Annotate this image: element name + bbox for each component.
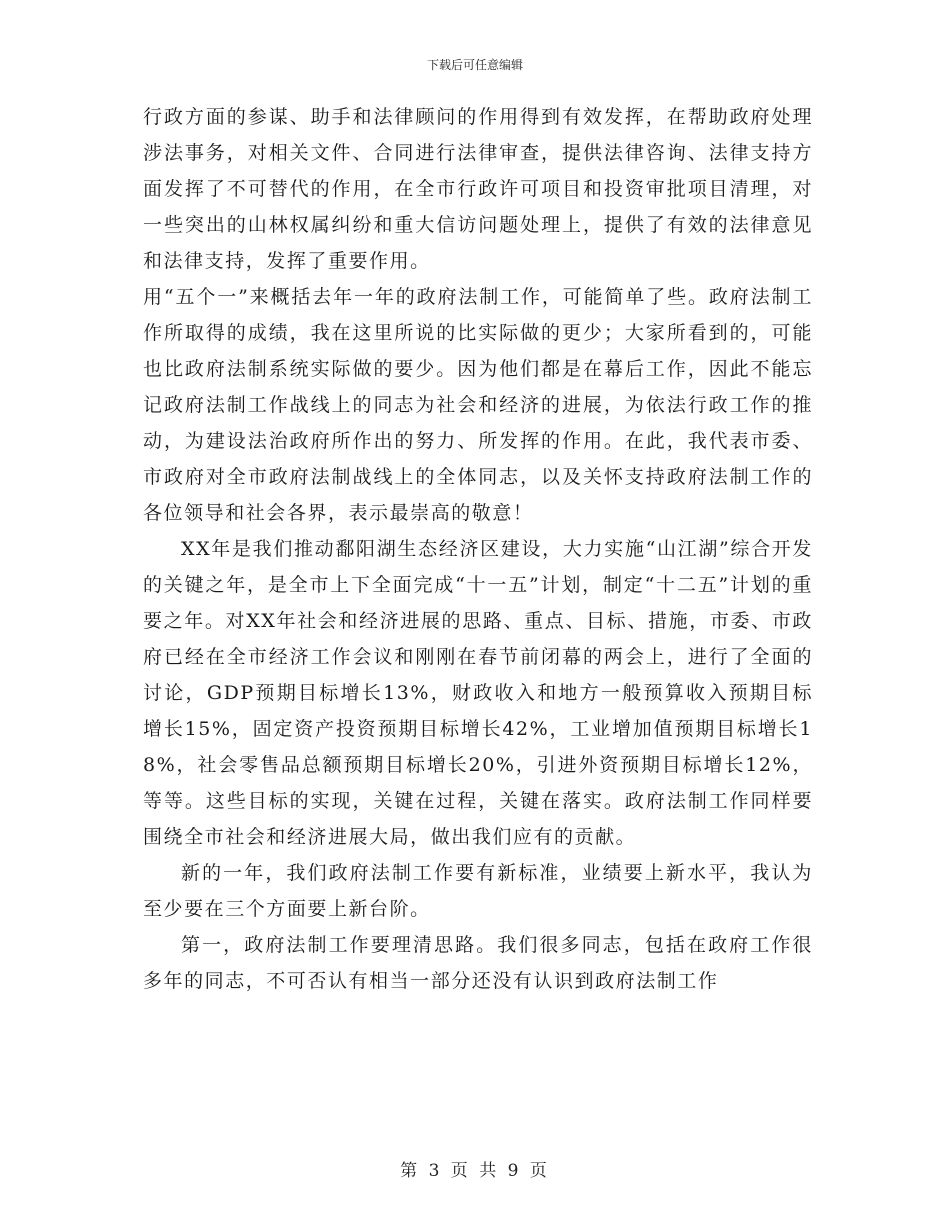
document-body — [143, 99, 813, 999]
page-header-note: 下载后可任意编辑 — [426, 58, 523, 72]
paragraph-continued-role: 行政方面的参谋、助手和法律顾问的作用得到有效发挥，在帮助政府处理涉法事务，对相关文件、合同进行法律审查，提供法律咨询、法律支持方面发挥了不可替代的作用，在全市行政许可项目和投资审批项目清理，对一些突出的山林权属纠纷和重大信访问题处理上，提供了有效的法律意见和法律支持，发挥了重要作用。 — [143, 106, 813, 272]
paragraph-first-point: 第一，政府法制工作要理清思路。我们很多同志，包括在政府工作很多年的同志，不可否认有相当一部分还没有认识到政府法制工作 — [143, 934, 813, 992]
paragraph-annual-targets: XX年是我们推动鄱阳湖生态经济区建设，大力实施“山江湖”综合开发的关键之年，是全市上下全面完成“十一五”计划，制定“十二五”计划的重要之年。对XX年社会和经济进展的思路、重点、目标、措施，市委、市政府已经在全市经济工作会议和刚刚在春节前闭幕的两会上，进行了全面的讨论，GDP预期目标增长13%，财政收入和地方一般预算收入预期目标增长15%，固定资产投资预期目标增长42%，工业增加值预期目标增长18%，社会零售品总额预期目标增长20%，引进外资预期目标增长12%，等等。这些目标的实现，关键在过程，关键在落实。政府法制工作同样要围绕全市社会和经济进展大局，做出我们应有的贡献。 — [143, 538, 813, 848]
paragraph-new-year-goals: 新的一年，我们政府法制工作要有新标准，业绩要上新水平，我认为至少要在三个方面要上新台阶。 — [143, 862, 813, 920]
paragraph-five-ones-summary: 用“五个一”来概括去年一年的政府法制工作，可能简单了些。政府法制工作所取得的成绩，我在这里所说的比实际做的更少；大家所看到的，可能也比政府法制系统实际做的要少。因为他们都是在幕后工作，因此不能忘记政府法制工作战线上的同志为社会和经济的进展，为依法行政工作的推动，为建设法治政府所作出的努力、所发挥的作用。在此，我代表市委、市政府对全市政府法制战线上的全体同志，以及关怀支持政府法制工作的各位领导和社会各界，表示最崇高的敬意！ — [143, 286, 813, 524]
page-number-footer: 第 3 页 共 9 页 — [400, 1161, 550, 1181]
